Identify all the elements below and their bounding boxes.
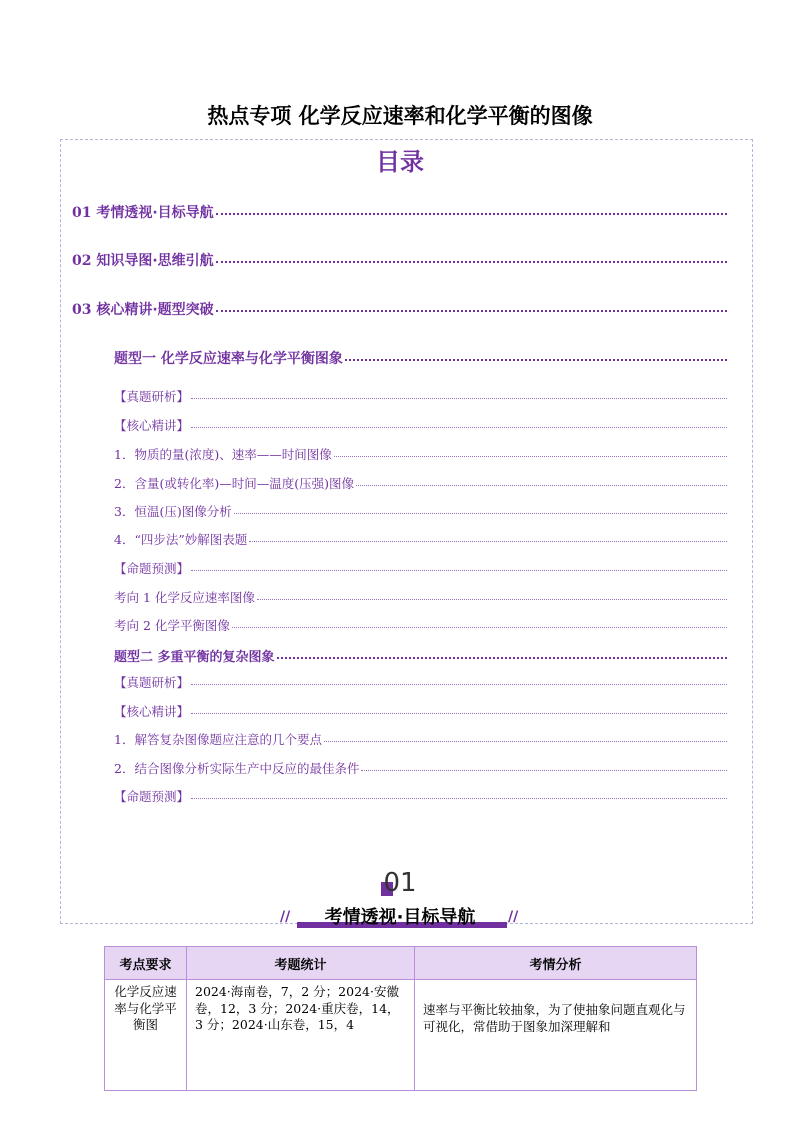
table-header-cell: 考题统计	[187, 947, 415, 980]
leader-dots	[345, 359, 727, 361]
toc-subentry-label: 1．解答复杂图像题应注意的几个要点	[114, 732, 322, 747]
statistics-cell: 2024·海南卷，7，2 分；2024·安徽卷，12，3 分；2024·重庆卷，14，3 分；2024·山东卷，15，4	[187, 980, 415, 1091]
toc-subentry-label: 4．“四步法”妙解图表题	[114, 532, 248, 547]
document-title: 热点专项 化学反应速率和化学平衡的图像	[207, 104, 593, 128]
toc-entry-label: 核心精讲·题型突破	[96, 302, 214, 318]
table-header-row	[105, 947, 697, 980]
toc-entry-label: 考情透视·目标导航	[96, 205, 214, 221]
leader-dots	[191, 713, 727, 714]
leader-dots	[191, 398, 727, 399]
toc-subentry[interactable]	[114, 616, 727, 634]
toc-subentry-label: 【命题预测】	[114, 789, 190, 804]
leader-dots	[216, 261, 727, 263]
exam-info-table	[104, 946, 697, 1091]
toc-subentry[interactable]	[114, 530, 727, 548]
leader-dots	[249, 541, 727, 542]
toc-subentry[interactable]	[114, 588, 727, 606]
toc-subentry-label: 【核心精讲】	[114, 704, 190, 719]
toc-subentry-label: 2．含量(或转化率)—时间—温度(压强)图像	[114, 476, 354, 491]
slash-decoration-right: //	[508, 909, 519, 925]
toc-subentry-label: 2．结合图像分析实际生产中反应的最佳条件	[114, 761, 360, 776]
section-title: 考情透视·目标导航	[324, 907, 476, 928]
toc-subentry[interactable]	[114, 559, 727, 577]
toc-entry-number: 03	[72, 302, 97, 318]
toc-subentry[interactable]	[114, 445, 727, 463]
toc-entry-type2[interactable]	[114, 646, 727, 665]
toc-entry-label: 知识导图·思维引航	[96, 253, 214, 269]
leader-dots	[334, 456, 727, 457]
toc-heading: 目录	[376, 148, 424, 176]
toc-subentry[interactable]	[114, 474, 727, 492]
toc-subentry[interactable]	[114, 416, 727, 434]
leader-dots	[234, 513, 727, 514]
toc-subentry[interactable]	[114, 387, 727, 405]
table-header-cell: 考情分析	[415, 947, 697, 980]
table-header-cell: 考点要求	[105, 947, 187, 980]
toc-subentry-label: 【真题研析】	[114, 389, 190, 404]
toc-subentry[interactable]	[114, 702, 727, 720]
section-number: 01	[383, 868, 417, 898]
analysis-cell: 速率与平衡比较抽象，为了使抽象问题直观化与可视化，常借助于图象加深理解和	[415, 980, 697, 1091]
slash-decoration-left: //	[280, 909, 291, 925]
leader-dots	[191, 427, 727, 428]
requirement-cell: 化学反应速率与化学平衡图	[105, 980, 187, 1091]
leader-dots	[216, 213, 727, 215]
toc-subentry[interactable]	[114, 730, 727, 748]
toc-subentry[interactable]	[114, 787, 727, 805]
toc-entry-number: 01	[72, 205, 97, 221]
leader-dots	[191, 684, 727, 685]
toc-entry-02[interactable]	[72, 250, 727, 270]
toc-subentry[interactable]	[114, 673, 727, 691]
toc-subentry-label: 考向 1 化学反应速率图像	[114, 590, 255, 605]
leader-dots	[191, 798, 727, 799]
leader-dots	[232, 627, 727, 628]
toc-subentry-label: 1．物质的量(浓度)、速率——时间图像	[114, 447, 332, 462]
toc-subentry-label: 考向 2 化学平衡图像	[114, 618, 230, 633]
toc-entry-label: 题型二 多重平衡的复杂图象	[114, 650, 275, 665]
leader-dots	[324, 741, 727, 742]
toc-subentry[interactable]	[114, 502, 727, 520]
leader-dots	[191, 570, 727, 571]
toc-subentry-label: 【核心精讲】	[114, 418, 190, 433]
toc-subentry-label: 【命题预测】	[114, 561, 190, 576]
toc-entry-03[interactable]	[72, 299, 727, 319]
leader-dots	[277, 657, 727, 659]
toc-entry-01[interactable]	[72, 202, 727, 222]
toc-subentry-label: 【真题研析】	[114, 675, 190, 690]
toc-subentry[interactable]	[114, 759, 727, 777]
toc-subentry-label: 3．恒温(压)图像分析	[114, 504, 232, 519]
leader-dots	[257, 599, 727, 600]
leader-dots	[361, 770, 727, 771]
leader-dots	[216, 310, 727, 312]
leader-dots	[356, 485, 727, 486]
toc-entry-type1[interactable]	[114, 348, 727, 368]
toc-entry-label: 题型一 化学反应速率与化学平衡图象	[114, 351, 343, 367]
toc-entry-number: 02	[72, 253, 97, 269]
table-row	[105, 980, 697, 1091]
